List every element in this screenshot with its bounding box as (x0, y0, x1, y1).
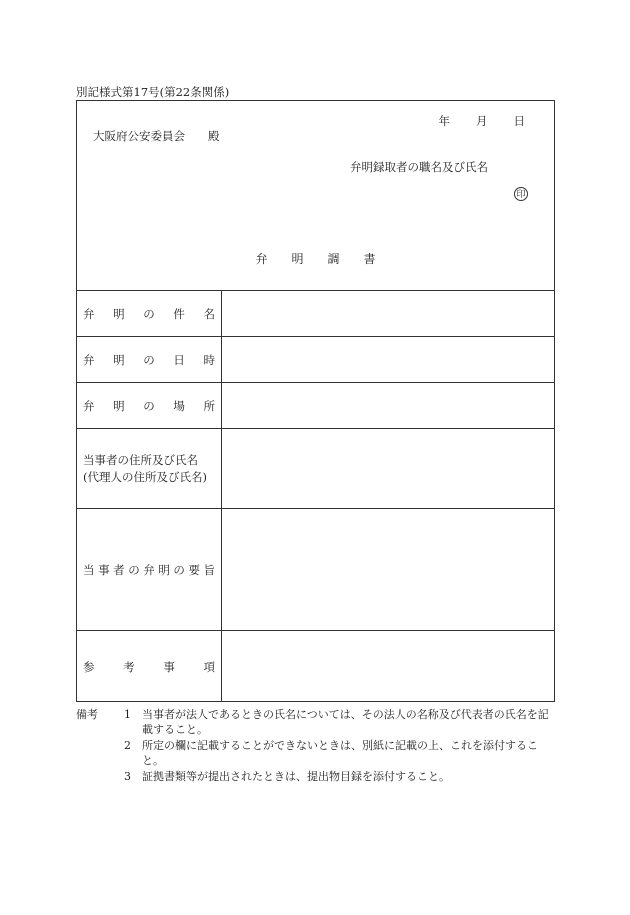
remark-text: 証拠書類等が提出されたときは、提出物目録を添付すること。 (142, 770, 450, 783)
remark-text: 所定の欄に記載することができないときは、別紙に記載の上、これを添付すること。 (142, 739, 538, 767)
row-label-subject: 弁 明 の 件 名 (83, 307, 215, 321)
addressee: 大阪府公安委員会 殿 (93, 129, 220, 143)
row-label-reference: 参 考 事 項 (83, 660, 215, 674)
form-frame (76, 100, 555, 702)
document-title: 弁明調書 (255, 252, 400, 266)
remark-text: 当事者が法人であるときの氏名については、その法人の名称及び代表者の氏名を記載すること。 (142, 708, 549, 736)
divider (77, 630, 554, 631)
row-label-place: 弁 明 の 場 所 (83, 399, 215, 413)
day-label: 日 (513, 114, 525, 128)
remark-number: 1 (124, 708, 131, 721)
row-label-party-address (83, 452, 215, 486)
remarks-heading: 備考 (76, 708, 98, 721)
remark-number: 3 (124, 770, 131, 783)
remark-number: 2 (124, 739, 131, 752)
column-divider (221, 290, 222, 701)
row-label-datetime: 弁 明 の 日 時 (83, 353, 215, 367)
divider (77, 336, 554, 337)
divider (77, 428, 554, 429)
row-label-statement-summary: 当 事 者 の 弁 明 の 要 旨 (83, 563, 215, 577)
date-line (439, 113, 526, 129)
seal-mark: 印 (514, 187, 528, 201)
party-address-line: 当事者の住所及び氏名 (83, 453, 198, 467)
agent-address-line: (代理人の住所及び氏名) (83, 470, 207, 484)
divider (77, 508, 554, 509)
form-caption: 別記様式第17号(第22条関係) (76, 85, 230, 99)
divider (77, 382, 554, 383)
recorder-label: 弁明録取者の職名及び氏名 (350, 160, 488, 174)
month-label: 月 (476, 114, 488, 128)
divider (77, 290, 554, 291)
year-label: 年 (438, 114, 450, 128)
